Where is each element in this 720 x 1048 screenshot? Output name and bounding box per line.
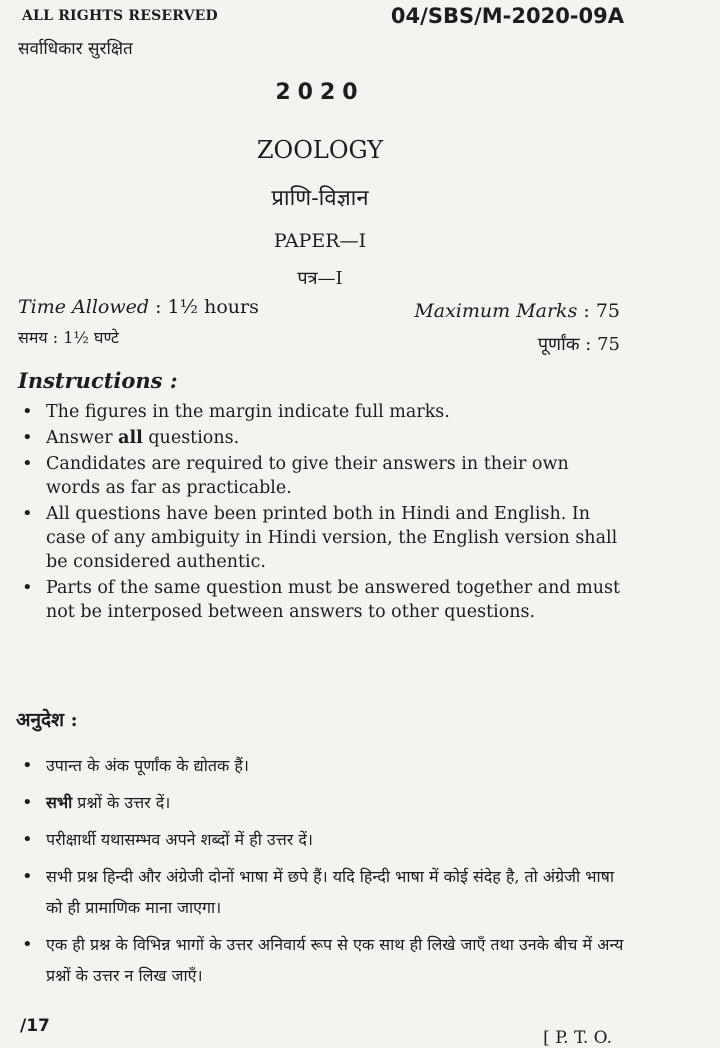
exam-year: 2020 [275,80,365,105]
instructions-heading-hi: अनुदेश : [16,709,78,731]
marks-value-hi: : 75 [585,334,620,355]
subject-title-hi: प्राणि-विज्ञान [271,186,369,211]
instruction-item-hi: • सभी प्रश्न हिन्दी और अंग्रेजी दोनों भाषा में छपे हैं। यदि हिन्दी भाषा में कोई संदेह है, तो अंग्रेजी भाषा को ही प्रामाणिक माना जाएगा। [18,861,626,923]
marks-value-en: : 75 [583,300,620,322]
instruction-item: • Answer all questions. [18,426,626,450]
paper-number-en: PAPER—I [273,230,367,252]
maximum-marks-en [414,300,620,322]
instructions-list-hi [18,750,626,997]
time-allowed-en [18,296,259,318]
time-label-hi: समय [18,328,48,347]
instruction-item-hi: • परीक्षार्थी यथासम्भव अपने शब्दों में ही उत्तर दें। [18,824,626,855]
instruction-item: • Parts of the same question must be answered together and must not be interposed between answers to other questions. [18,576,626,624]
marks-label-en: Maximum Marks [414,300,578,322]
time-allowed-hi [18,326,119,348]
instruction-item-hi: • सभी प्रश्नों के उत्तर दें। [18,787,626,818]
please-turn-over: [ P. T. O. [543,1028,612,1048]
marks-label-hi: पूर्णांक [537,334,580,355]
instruction-item: • Candidates are required to give their answers in their own words as far as practicable. [18,452,626,500]
paper-code: 04/SBS/M-2020-09A [390,4,624,28]
page-number: /17 [20,1016,50,1036]
emphasis-word: all [118,428,143,448]
time-value-hi: : 1½ घण्टे [52,328,119,347]
maximum-marks-hi [538,332,620,356]
instruction-item-hi: • उपान्त के अंक पूर्णांक के द्योतक हैं। [18,750,626,781]
paper-number-hi: पत्र—I [297,268,343,289]
subject-title-en: ZOOLOGY [256,136,384,164]
instructions-list [18,400,626,626]
time-label-en: Time Allowed [18,296,150,318]
emphasis-word: सभी [46,793,73,812]
instruction-item: • The figures in the margin indicate full marks. [18,400,626,424]
rights-reserved-en: ALL RIGHTS RESERVED [22,8,218,24]
instruction-item: • All questions have been printed both in Hindi and English. In case of any ambiguity in Hindi version, the English version shall be considered authentic. [18,502,626,574]
rights-reserved-hi: सर्वाधिकार सुरक्षित [18,39,133,59]
instructions-heading: Instructions : [18,368,178,393]
instruction-item-hi: • एक ही प्रश्न के विभिन्न भागों के उत्तर अनिवार्य रूप से एक साथ ही लिखे जाएँ तथा उनके बीच में अन्य प्रश्नों के उत्तर न लिख जाएँ। [18,929,626,991]
time-value-en: : 1½ hours [155,296,259,318]
